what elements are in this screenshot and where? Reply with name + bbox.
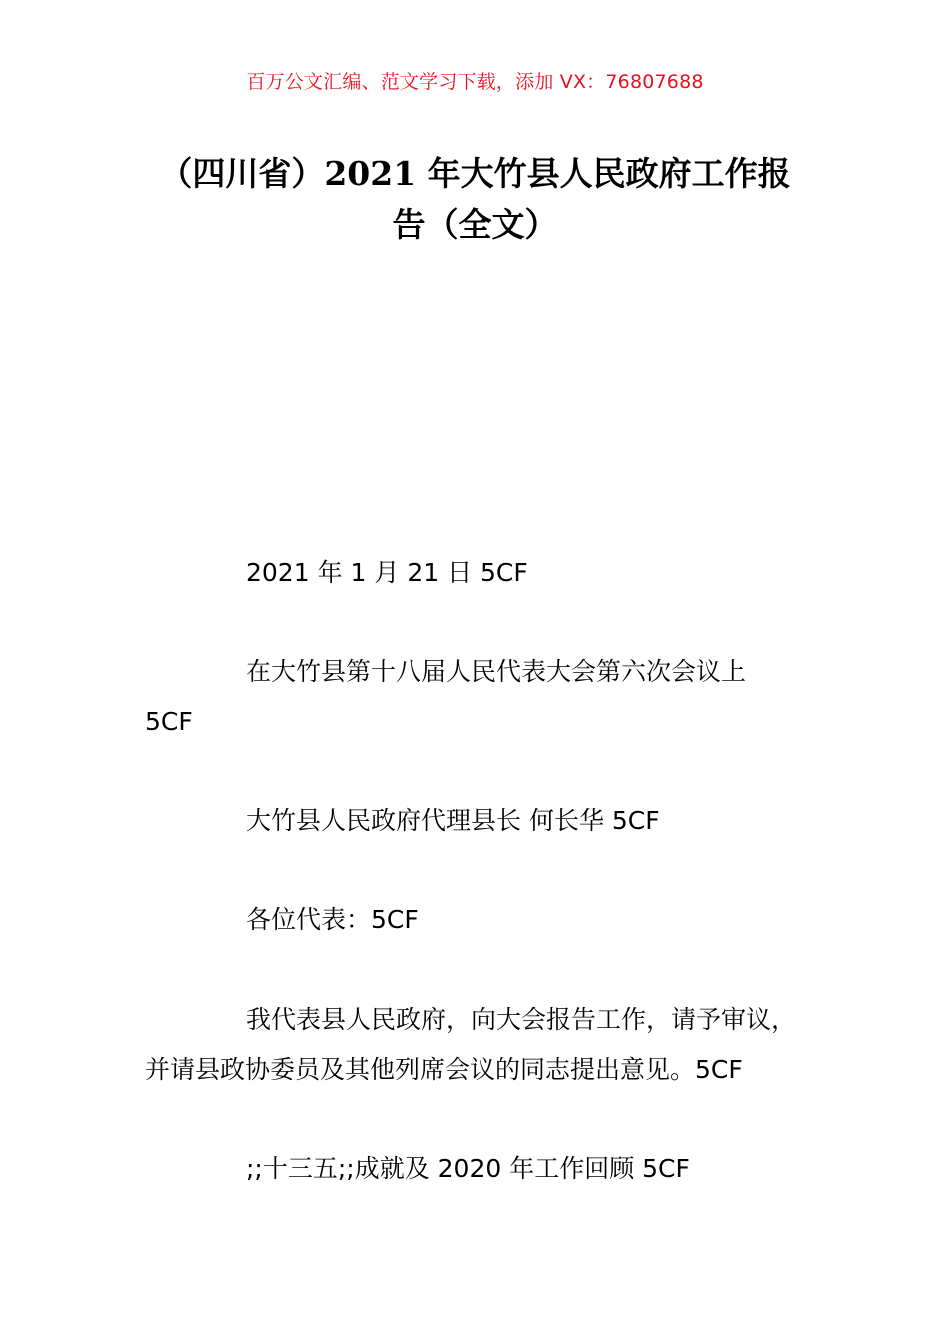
paragraph-line: 2021 年 1 月 21 日 5CF [246, 558, 528, 587]
paragraph-intro [145, 995, 835, 1095]
title-line-1: （四川省）2021 年大竹县人民政府工作报 [159, 154, 791, 193]
header-note: 百万公文汇编、范文学习下载，添加 VX：76807688 [246, 71, 704, 93]
paragraph-line: 在大竹县第十八届人民代表大会第六次会议上 [246, 657, 747, 686]
paragraph-line-continued: 并请县政协委员及其他列席会议的同志提出意见。5CF [145, 1055, 743, 1084]
paragraph-line: ;;十三五;;成就及 2020 年工作回顾 5CF [246, 1154, 690, 1183]
paragraph-speaker [145, 796, 835, 846]
paragraph-line: 各位代表：5CF [246, 905, 419, 934]
title-line-2: 告（全文） [392, 205, 558, 244]
paragraph-section-heading [145, 1144, 835, 1194]
paragraph-salutation [145, 895, 835, 945]
paragraph-line: 大竹县人民政府代理县长 何长华 5CF [246, 806, 660, 835]
paragraph-line: 我代表县人民政府，向大会报告工作，请予审议， [246, 1005, 797, 1034]
paragraph-meeting [145, 647, 835, 747]
paragraph-date [145, 548, 835, 598]
document-title [145, 148, 805, 250]
paragraph-line-continued: 5CF [145, 707, 193, 736]
